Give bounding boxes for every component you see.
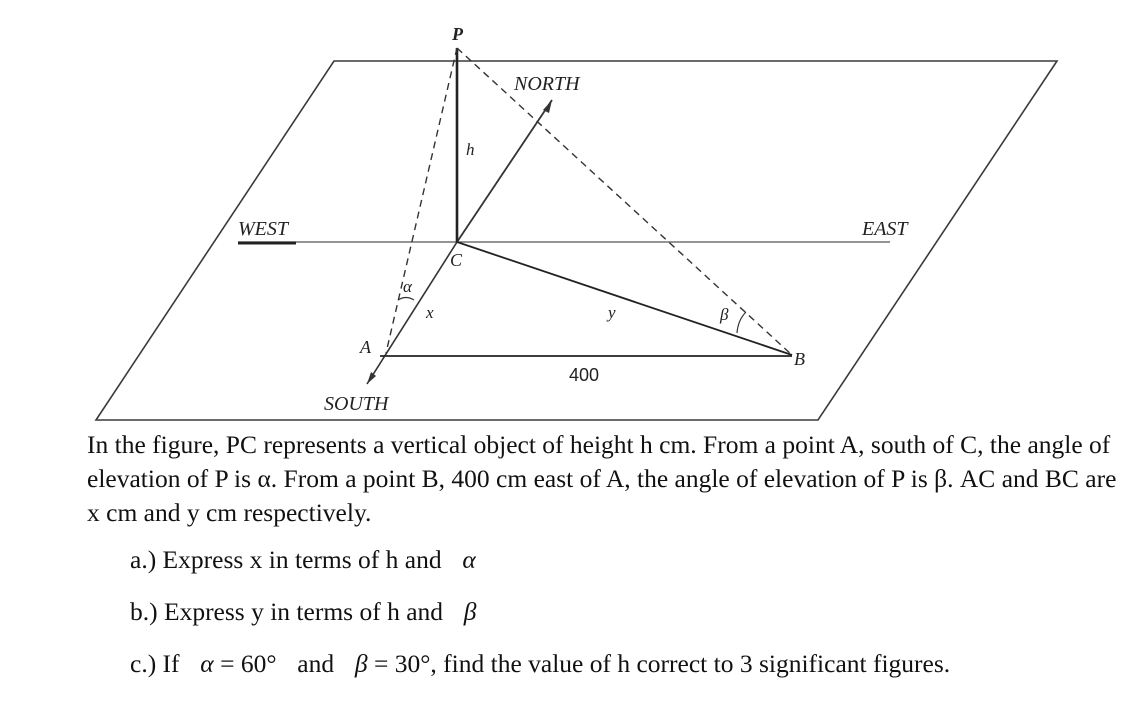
- south-arrowhead: [367, 372, 376, 384]
- label-alpha: α: [403, 277, 412, 296]
- label-north: NORTH: [514, 73, 580, 95]
- pa-sight-line: [386, 48, 457, 353]
- label-y: y: [608, 303, 616, 322]
- question-parts: [130, 544, 1117, 700]
- label-c: C: [450, 250, 463, 270]
- label-p: P: [452, 24, 463, 44]
- label-east: EAST: [862, 218, 908, 240]
- label-a: A: [360, 337, 371, 357]
- alpha-angle-arc: [398, 298, 414, 301]
- part-c-and: and: [297, 649, 335, 678]
- beta-angle-arc: [737, 312, 746, 333]
- part-a-text: a.) Express x in terms of h and: [130, 545, 442, 574]
- label-west: WEST: [238, 218, 288, 240]
- part-c-alpha-value: = 60°: [220, 649, 277, 678]
- part-b-symbol: β: [463, 597, 477, 626]
- label-h: h: [466, 140, 475, 159]
- part-c-rest: find the value of h correct to 3 significant figures.: [443, 649, 951, 678]
- part-b: [130, 596, 1117, 648]
- label-distance: 400: [569, 365, 600, 385]
- part-c-prefix: c.) If: [130, 649, 180, 678]
- problem-statement: In the figure, PC represents a vertical object of height h cm. From a point A, south of C, the angle of elevation of P is α. From a point B, 400 cm east of A, the angle of elevation of P is β. AC and BC are x cm and y cm respectively.: [87, 430, 1117, 527]
- problem-text: [87, 428, 1117, 700]
- pb-sight-line: [457, 48, 792, 355]
- label-south: SOUTH: [324, 393, 389, 415]
- part-c-beta-value: = 30°,: [373, 649, 437, 678]
- label-beta: β: [720, 305, 729, 324]
- label-b: B: [794, 349, 805, 369]
- south-line: [367, 242, 457, 384]
- part-c: [130, 648, 1117, 700]
- label-x: x: [426, 303, 434, 322]
- part-a-symbol: α: [462, 545, 476, 574]
- part-c-beta-symbol: β: [354, 649, 368, 678]
- part-a: [130, 544, 1117, 596]
- cb-line: [457, 242, 792, 355]
- part-b-text: b.) Express y in terms of h and: [130, 597, 444, 626]
- part-c-alpha-symbol: α: [200, 649, 214, 678]
